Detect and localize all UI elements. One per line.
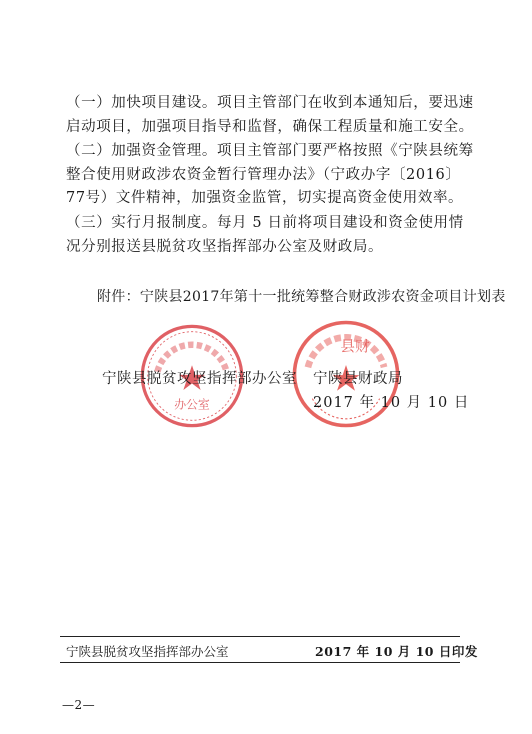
signature-poverty-office: 宁陕县脱贫攻坚指挥部办公室 [102,371,297,387]
paragraph-project-construction: （一）加快项目建设。项目主管部门在收到本通知后，要迅速启动项目，加强项目指导和监督，确保工程质量和施工安全。 [66,95,474,135]
seal-b-top-text: 县财 [340,338,370,356]
attachment-line: 附件：宁陕县2017年第十一批统筹整合财政涉农资金项目计划表 [97,289,506,305]
footer-top-rule [60,636,460,637]
signature-finance-bureau: 宁陕县财政局 [313,371,403,387]
paragraph-fund-management: （二）加强资金管理。项目主管部门要严格按照《宁陕县统筹整合使用财政涉农资金暂行管理办法》（宁政办字〔2016〕77号）文件精神，加强资金监管，切实提高资金使用效率。 [66,143,474,206]
footer-issuer: 宁陕县脱贫攻坚指挥部办公室 [66,644,229,659]
page-number: —2— [62,698,96,712]
paragraph-monthly-report: （三）实行月报制度。每月 5 日前将项目建设和资金使用情况分别报送县脱贫攻坚指挥部办公室及财政局。 [66,215,464,255]
seal-a-bottom-text: 办公室 [174,397,210,412]
footer-bottom-rule [60,662,460,663]
signature-date: 2017 年 10 月 10 日 [313,395,470,411]
footer-issued-date: 2017 年 10 月 10 日印发 [315,644,478,659]
